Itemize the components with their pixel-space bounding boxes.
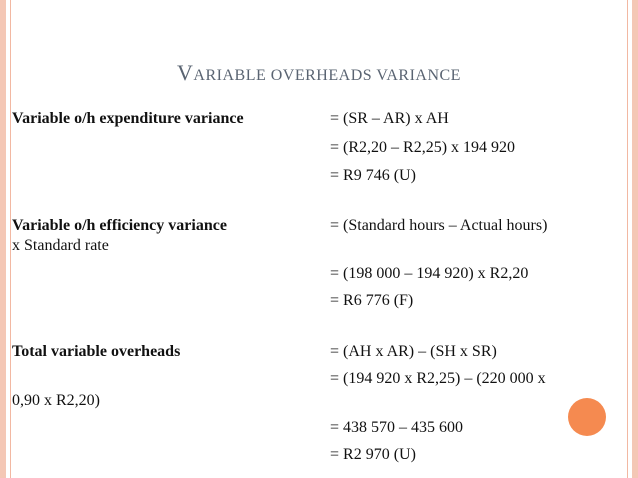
slide-title: VARIABLE OVERHEADS VARIANCE (177, 60, 461, 85)
expenditure-line-3: = R9 746 (U) (330, 167, 416, 184)
efficiency-line-2: = (198 000 – 194 920) x R2,20 (330, 265, 529, 282)
efficiency-variance-label: Variable o/h efficiency variance (12, 217, 227, 234)
total-line-1: = (AH x AR) – (SH x SR) (330, 343, 497, 360)
total-line-wrap: 0,90 x R2,20) (12, 392, 100, 409)
expenditure-line-1: = (SR – AR) x AH (330, 110, 449, 127)
total-line-2: = (194 920 x R2,25) – (220 000 x (330, 370, 546, 387)
efficiency-line-3: = R6 776 (F) (330, 292, 414, 309)
expenditure-line-2: = (R2,20 – R2,25) x 194 920 (330, 139, 516, 156)
total-line-3: = 438 570 – 435 600 (330, 419, 464, 436)
total-overheads-label: Total variable overheads (12, 343, 181, 360)
efficiency-line-wrap: x Standard rate (12, 237, 109, 254)
total-line-4: = R2 970 (U) (330, 446, 416, 463)
expenditure-variance-label: Variable o/h expenditure variance (12, 110, 244, 127)
efficiency-line-1: = (Standard hours – Actual hours) (330, 217, 548, 234)
orange-circle-icon (568, 398, 606, 436)
